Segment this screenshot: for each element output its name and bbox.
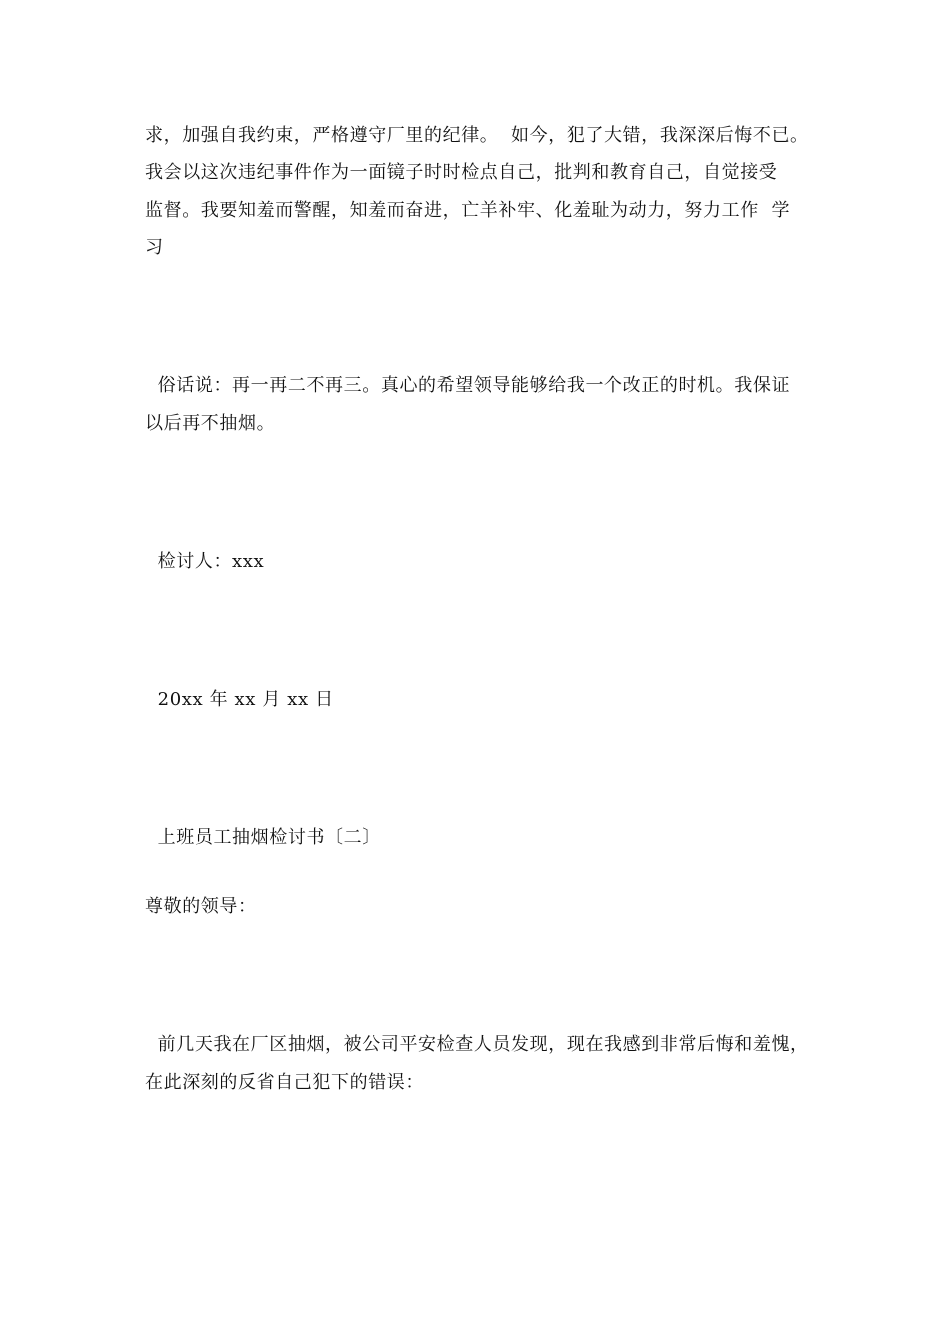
date-line: 20xx 年 xx 月 xx 日 <box>145 689 334 710</box>
paragraph-line: 求，加强自我约束，严格遵守厂里的纪律。 如今，犯了大错，我深深后悔不已。 <box>145 125 809 146</box>
paragraph-line: 俗话说：再一再二不再三。真心的希望领导能够给我一个改正的时机。我保证 <box>145 375 791 396</box>
paragraph-line: 在此深刻的反省自己犯下的错误： <box>145 1072 424 1093</box>
salutation: 尊敬的领导： <box>145 896 257 917</box>
paragraph-line: 以后再不抽烟。 <box>145 413 276 434</box>
paragraph-line: 前几天我在厂区抽烟，被公司平安检查人员发现，现在我感到非常后悔和羞愧， <box>145 1034 809 1055</box>
section-title: 上班员工抽烟检讨书〔二〕 <box>145 827 381 848</box>
paragraph-line: 监督。我要知羞而警醒，知羞而奋进，亡羊补牢、化羞耻为动力，努力工作 学 <box>145 200 791 221</box>
paragraph-line: 习 <box>145 237 164 258</box>
signature-line: 检讨人：xxx <box>145 551 265 572</box>
paragraph-line: 我会以这次违纪事件作为一面镜子时时检点自己，批判和教育自己，自觉接受 <box>145 162 778 183</box>
